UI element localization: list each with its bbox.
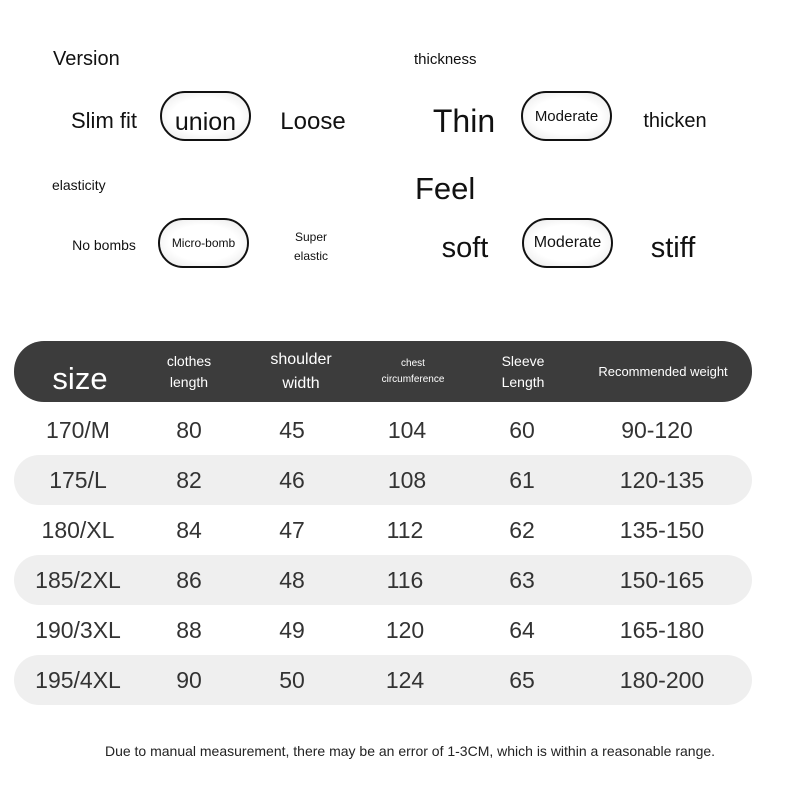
table-row xyxy=(14,505,752,555)
header-sleeve-length xyxy=(502,341,545,402)
cell-shoulder: 47 xyxy=(279,517,305,543)
feel-option-soft: soft xyxy=(441,232,489,264)
elasticity-option-micro-bomb-selected xyxy=(158,218,249,268)
cell-sleeve: 61 xyxy=(509,467,535,493)
header-sleeve-length-line-1: Sleeve xyxy=(501,352,545,369)
cell-sleeve: 60 xyxy=(509,417,535,443)
version-option-slim-fit: Slim fit xyxy=(71,108,137,133)
feel-option-stiff: stiff xyxy=(650,232,696,264)
cell-shoulder: 50 xyxy=(279,667,305,693)
cell-length: 84 xyxy=(176,517,202,543)
measurement-note: Due to manual measurement, there may be an error of 1-3CM, which is within a reasonable range. xyxy=(104,743,716,759)
thickness-option-thicken: thicken xyxy=(643,110,707,132)
cell-chest: 108 xyxy=(387,467,427,493)
elasticity-option-no-bombs: No bombs xyxy=(72,237,136,253)
header-shoulder-width-line-1: shoulder xyxy=(270,350,332,368)
cell-weight: 165-180 xyxy=(619,617,705,643)
cell-size: 170/M xyxy=(46,417,110,443)
table-row xyxy=(14,455,752,505)
cell-chest: 116 xyxy=(386,567,424,593)
cell-length: 80 xyxy=(176,417,202,443)
table-row xyxy=(14,605,752,655)
header-clothes-length xyxy=(167,341,211,402)
cell-size: 180/XL xyxy=(41,517,115,543)
cell-sleeve: 64 xyxy=(509,617,535,643)
elasticity-option-super-elastic-line-1: Super xyxy=(294,230,328,244)
cell-chest: 112 xyxy=(386,517,424,543)
cell-shoulder: 46 xyxy=(279,467,305,493)
header-shoulder-width-line-2: width xyxy=(282,374,320,392)
version-option-loose: Loose xyxy=(280,108,346,135)
version-title: Version xyxy=(53,48,120,70)
cell-sleeve: 62 xyxy=(509,517,535,543)
header-recommended-weight: Recommended weight xyxy=(598,363,728,379)
feel-option-moderate-selected xyxy=(522,218,613,268)
cell-weight: 120-135 xyxy=(619,467,705,493)
elasticity-option-micro-bomb-label: Micro-bomb xyxy=(171,236,236,250)
cell-sleeve: 65 xyxy=(509,667,535,693)
version-option-union-selected xyxy=(160,91,251,141)
cell-chest: 104 xyxy=(387,417,427,443)
cell-length: 88 xyxy=(176,617,202,643)
thickness-option-moderate-selected xyxy=(521,91,612,141)
thickness-title: thickness xyxy=(414,51,477,68)
header-chest-line-2: circumference xyxy=(381,373,445,385)
cell-length: 90 xyxy=(176,667,202,693)
cell-size: 185/2XL xyxy=(35,567,121,593)
thickness-option-moderate-label: Moderate xyxy=(534,107,599,125)
elasticity-option-super-elastic-line-2: elastic xyxy=(293,249,329,264)
header-clothes-length-line-1: clothes xyxy=(166,352,212,369)
cell-weight: 90-120 xyxy=(621,417,693,443)
cell-shoulder: 49 xyxy=(279,617,305,643)
cell-weight: 150-165 xyxy=(619,567,705,593)
cell-shoulder: 48 xyxy=(279,567,305,593)
table-row xyxy=(14,405,752,455)
version-option-union-label: union xyxy=(174,107,237,136)
header-clothes-length-line-2: length xyxy=(169,373,209,390)
elasticity-title: elasticity xyxy=(52,177,106,193)
cell-chest: 124 xyxy=(385,667,425,693)
table-row xyxy=(14,555,752,605)
table-row xyxy=(14,655,752,705)
header-size: size xyxy=(52,361,108,397)
cell-length: 86 xyxy=(176,567,202,593)
header-shoulder-width xyxy=(270,341,331,402)
header-chest-line-1: chest xyxy=(401,357,425,369)
feel-option-moderate-label: Moderate xyxy=(533,234,602,251)
cell-shoulder: 45 xyxy=(279,417,305,443)
cell-size: 190/3XL xyxy=(35,617,121,643)
cell-size: 175/L xyxy=(49,467,107,493)
cell-sleeve: 63 xyxy=(509,567,535,593)
cell-size: 195/4XL xyxy=(35,667,121,693)
feel-title: Feel xyxy=(415,171,476,206)
header-chest-circumference xyxy=(382,341,445,402)
header-sleeve-length-line-2: Length xyxy=(501,373,545,390)
cell-chest: 120 xyxy=(385,617,425,643)
thickness-option-thin: Thin xyxy=(432,103,496,139)
elasticity-option-super-elastic xyxy=(294,228,328,266)
cell-length: 82 xyxy=(176,467,202,493)
cell-weight: 180-200 xyxy=(619,667,705,693)
cell-weight: 135-150 xyxy=(619,517,705,543)
